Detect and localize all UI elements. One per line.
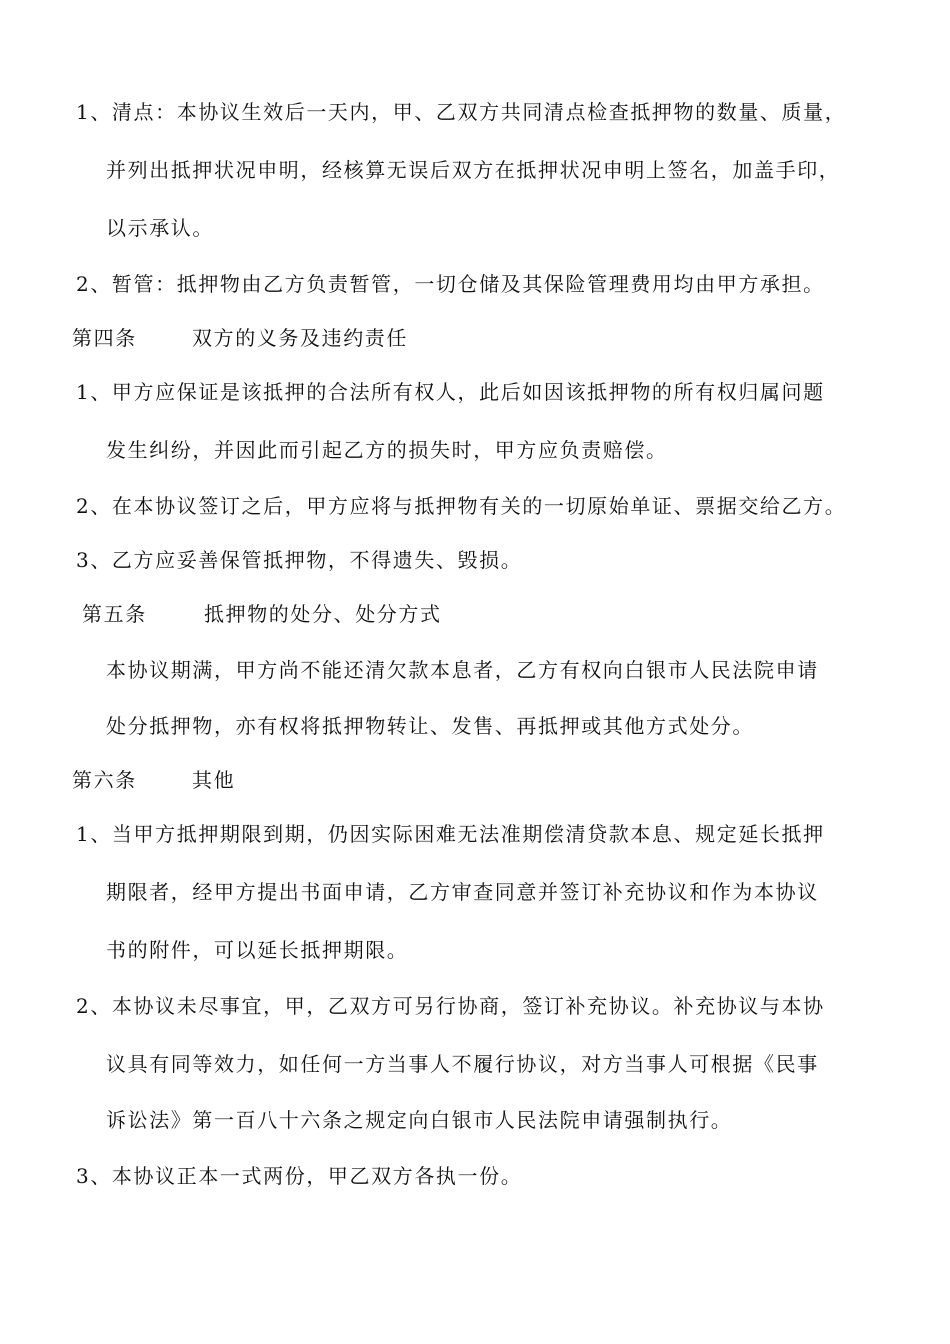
article-number: 第五条 [82, 602, 147, 626]
clause-line: 3、本协议正本一式两份，甲乙双方各执一份。 [76, 1164, 523, 1188]
clause-line: 期限者，经甲方提出书面申请，乙方审查同意并签订补充协议和作为本协议 [106, 880, 819, 904]
clause-line: 以示承认。 [106, 216, 214, 240]
article-body-line: 处分抵押物，亦有权将抵押物转让、发售、再抵押或其他方式处分。 [106, 714, 754, 738]
article-title: 抵押物的处分、处分方式 [204, 602, 442, 626]
clause-line: 并列出抵押状况申明，经核算无误后双方在抵押状况申明上签名，加盖手印， [106, 158, 841, 182]
clause-line: 1、清点：本协议生效后一天内，甲、乙双方共同清点检查抵押物的数量、质量， [76, 100, 847, 124]
clause-line: 2、暂管：抵押物由乙方负责暂管，一切仓储及其保险管理费用均由甲方承担。 [76, 272, 825, 296]
clause-line: 1、甲方应保证是该抵押的合法所有权人，此后如因该抵押物的所有权归属问题 [76, 380, 825, 404]
clause-line: 发生纠纷，并因此而引起乙方的损失时，甲方应负责赔偿。 [106, 438, 668, 462]
article-body-line: 本协议期满，甲方尚不能还清欠款本息者，乙方有权向白银市人民法院申请 [106, 658, 819, 682]
article-number: 第六条 [72, 768, 137, 792]
clause-line: 书的附件，可以延长抵押期限。 [106, 938, 409, 962]
clause-line: 2、在本协议签订之后，甲方应将与抵押物有关的一切原始单证、票据交给乙方。 [76, 494, 847, 518]
clause-line: 3、乙方应妥善保管抵押物，不得遗失、毁损。 [76, 548, 523, 572]
clause-line: 诉讼法》第一百八十六条之规定向白银市人民法院申请强制执行。 [106, 1108, 733, 1132]
article-title: 其他 [192, 768, 236, 792]
clause-line: 2、本协议未尽事宜，甲，乙双方可另行协商，签订补充协议。补充协议与本协 [76, 994, 825, 1018]
clause-line: 1、当甲方抵押期限到期，仍因实际困难无法准期偿清贷款本息、规定延长抵押 [76, 822, 825, 846]
article-number: 第四条 [72, 326, 137, 350]
clause-line: 议具有同等效力，如任何一方当事人不履行协议，对方当事人可根据《民事 [106, 1052, 819, 1076]
article-title: 双方的义务及违约责任 [192, 326, 408, 350]
